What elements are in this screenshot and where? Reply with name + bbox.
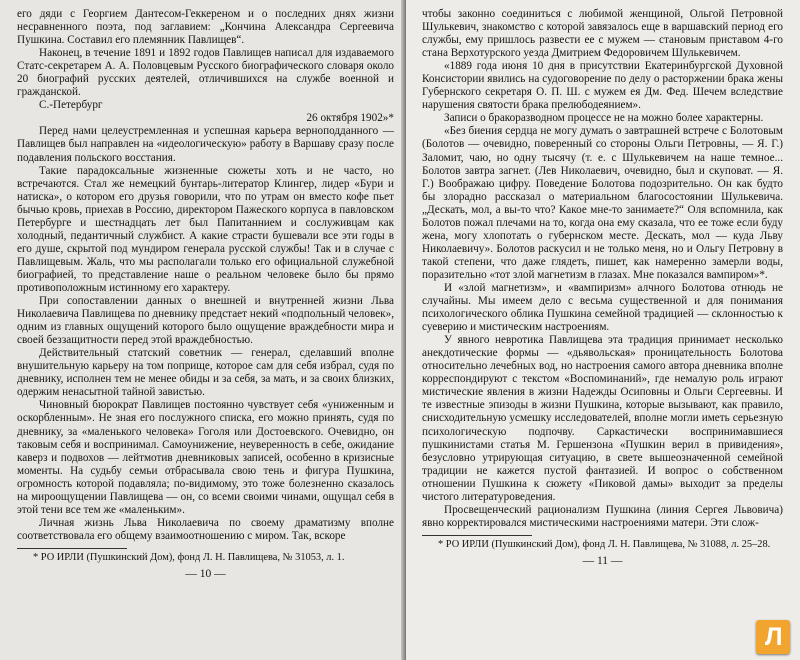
left-page-number: — 10 — [185, 568, 226, 581]
paragraph: Просвещенческий рационализм Пушкина (линия Сергея Львовича) явно корректировался мистическими настроениями матери. Эти слож- [422, 503, 783, 529]
paragraph: Чиновный бюрократ Павлищев постоянно чувствует себя «униженным и оскорбленным». Не зная его послужного списка, его можно принять, судя по дневнику, за «маленького человека» Гоголя или Достоевского. Очевидно, он таковым себя и воспринимал. Самоунижение, неуверенность в себе, ожидание каверз и подвохов — лейтмотив дневниковых записей, особенно в кризисные моменты. На судьбу семьи отбрасывала свою тень и фигура Пушкина, огромность которой подавляла; по-видимому, это тоже болезненно сказалось на мироощущении Павлищева — он, со всеми своими чинами, ощущал себя в этой тени все тем же «маленьким». [17, 399, 394, 516]
paragraph: И «злой магнетизм», и «вампиризм» алчного Болотова отнюдь не случайны. Мы имеем дело с весьма существенной и для понимания психологического облика Пушкина семейной традицией — склонностью к суеверию и мистическим настроениям. [422, 281, 783, 334]
paragraph: 26 октября 1902»* [306, 112, 394, 125]
paragraph: С.-Петербург [39, 99, 103, 112]
paragraph: Перед нами целеустремленная и успешная карьера верноподданного — Павлищев был направлен на «идеологическую» работу в Варшаву сразу после подавления польского восстания. [17, 125, 394, 164]
paragraph: «1889 года июня 10 дня в присутствии Екатеринбургской Духовной Консистории явились на судоговорение по делу о расторжении брака жены Губернского секретаря О. П. Ш. с мужем ея Дм. Фед. Шечем вследствие нарушения святости брака прелюбодеянием». [422, 60, 783, 112]
right-page [406, 0, 800, 660]
paragraph: «Без биения сердца не могу думать о завтрашней встрече с Болотовым (Болотов — очевидно, поверенный со стороны Ольги Петровны, — Я. Г.) Заломит, чаю, но одну тысячу (т. е. с Шулькевичем на наше темное... Болотов завтра загнет. (Лев Николаевич, очевидно, был и скуповат. — Я. Г.) Воображаю цифру. Поведение Болотова подозрительно. Он как будто бы злорадно рассказал о материальном благосостоянии Шулькевича. „Дескать, мол, а вы-то что? Какое мне-то занимаете?“ Оля вспомнила, как Болотов пожал плечами на то, когда она ему сказала, что ее тоже если буду жена, могу хлопотать о губернском месте. Дескать, мол — куда Льву Николаевичу». Болотов раскусил и не только меня, но и Ольгу Петровну в такой степени, что даже глядеть, пишет, как намеренно замерли воды, поразительно «тот злой магнетизм в глазах. Мне показался вампиром»*. [422, 125, 783, 281]
footnote-divider [17, 548, 127, 549]
footnote-divider [422, 535, 532, 536]
paragraph: У явного невротика Павлищева эта традиция принимает несколько анекдотические формы — «дьявольская» проницательность Болотова относительно лечебных вод, но настроения самого автора дневника вполне корреспондируют с текстом «Воспоминаний», где немалую роль играют мистические явления в жизни Надежды Осиповны и Ольги Сергеевны. И те известные эпизоды в жизни Пушкина, которые вызывают, как правило, снисходительную усмешку исследователей, вполне могли иметь серьезную психологическую подпочву. Саркастически воспринимавшиеся пушкинистами статья М. Гершензона «Пушкин верил в привидения», безусловно утрирующая ситуацию, в свете вышеозначенной семейной традиции не кажется пустой фантазией. И вопрос о собственном отношении Пушкина к сюжету «Пиковой дамы» выходит за пределы чистого литературоведения. [422, 334, 783, 503]
left-footnote: * РО ИРЛИ (Пушкинский Дом), фонд Л. Н. Павлищева, № 31053, л. 1. [33, 551, 345, 563]
right-page-text [422, 8, 783, 530]
paragraph: его дяди с Георгием Дантесом-Геккереном и о последних днях жизни несравненного поэта, под заглавием: „Кончина Александра Сергеевича Пушкина. Составил его племянник Павлищев“. [17, 8, 394, 47]
left-page-text [17, 8, 394, 543]
paragraph: При сопоставлении данных о внешней и внутренней жизни Льва Николаевича Павлищева по дневнику предстает некий «подпольный человек», одним из главных ощущений которого было ощущение враждебности мира и своей беззащитности перед этой враждебностью. [17, 295, 394, 347]
paragraph: Такие парадоксальные жизненные сюжеты хоть и не часто, но встречаются. Стал же немецкий бунтарь-литератор Клингер, лидер «Бури и натиска», о котором его друзья говорили, что по утрам он вместо кофе пьет бычью кровь, приехав в Россию, директором Пажеского корпуса в павловском Петербурге и шестнадцать лет был Папитаннием и сослуживцам как холодный, педантичный службист. А какие страсти бушевали все эти годы в его душе, скрытой под мундиром генерала русской службы! Так и в случае с Павлищевым. Жаль, что мы располагали только его официальной служебной биографией, то представление наше о реальном человеке было бы прямо противоположным истинному его характеру. [17, 164, 394, 294]
publisher-logo-icon: Л [756, 620, 790, 654]
paragraph: Наконец, в течение 1891 и 1892 годов Павлищев написал для издаваемого Статс-секретарем А. А. Половцевым Русского биографического словаря около 20 биографий русских деятелей, отличившихся на службе военной и гражданской. [17, 47, 394, 99]
paragraph: Личная жизнь Льва Николаевича по своему драматизму вполне соответствовала его общему взаимоотношению с миром. Так, вскоре [17, 516, 394, 542]
right-footnote: * РО ИРЛИ (Пушкинский Дом), фонд Л. Н. Павлищева, № 31088, л. 25–28. [438, 538, 771, 550]
paragraph: Записи о бракоразводном процессе не на можно более характерны. [444, 112, 764, 125]
paragraph: чтобы законно соединиться с любимой женщиной, Ольгой Петровной Шулькевич, знакомство с которой завязалось еще в варшавский период его службы, ему пришлось развести ее с мужем — становым приставом 4-го стана Верхотурского уезда Дмитрием Федоровичем Шулькевичем. [422, 8, 783, 60]
right-page-number: — 11 — [582, 555, 623, 568]
paragraph: Действительный статский советник — генерал, сделавший вполне внушительную карьеру на том поприще, которое сам для себя избрал, судя по дневнику, исполнен тем не менее обиды и за себя, за мать, и за своих близких, одержим ненасытной тайной завистью. [17, 347, 394, 399]
